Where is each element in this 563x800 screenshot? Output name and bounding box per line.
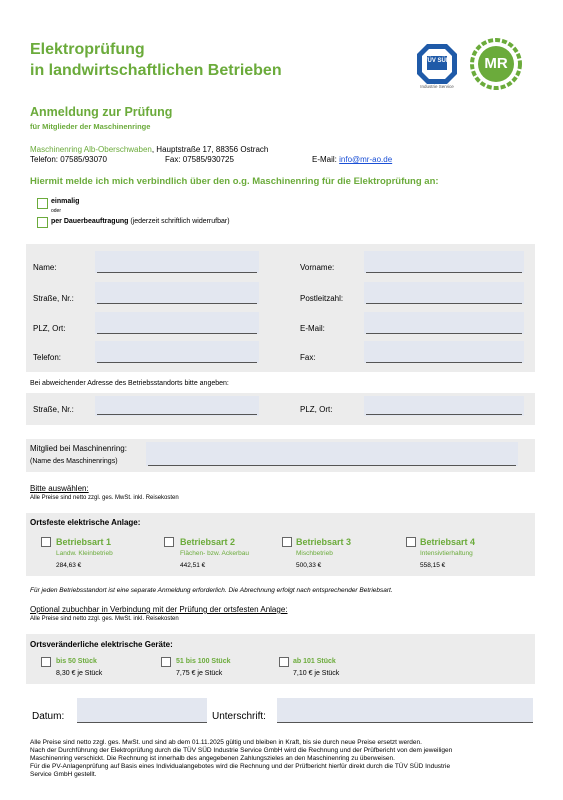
date-underline — [77, 722, 207, 723]
signature-field[interactable] — [277, 698, 533, 722]
betriebsart-3-checkbox[interactable] — [282, 537, 292, 547]
fax-field[interactable] — [364, 341, 524, 363]
alt-strasse-field[interactable] — [95, 396, 259, 416]
plz-ort-label: PLZ, Ort: — [33, 324, 66, 333]
betriebsart-1-title: Betriebsart 1 — [56, 537, 112, 547]
contact-fax: Fax: 07585/930725 — [165, 155, 234, 164]
footer-line-5: Service GmbH gestellt. — [30, 771, 97, 778]
mr-logo — [470, 38, 522, 90]
title-line-1: Elektroprüfung — [30, 41, 145, 58]
membership-field[interactable] — [146, 442, 518, 466]
footer-line-3: Maschinenring verschickt. Die Rechnung ist innerhalb des angegebenen Zahlungszieles an den Maschinenring zu überweisen. — [30, 755, 395, 762]
declaration: Hiermit melde ich mich verbindlich über den o.g. Maschinenring für die Elektroprüfung an: — [30, 176, 439, 187]
postleitzahl-label: Postleitzahl: — [300, 294, 344, 303]
betriebsart-1-desc: Landw. Kleinbetrieb — [56, 550, 113, 557]
membership-underline — [148, 465, 516, 466]
mobile-tier-2-price: 7,75 € je Stück — [176, 670, 223, 677]
postleitzahl-field[interactable] — [364, 282, 524, 304]
date-label: Datum: — [32, 711, 65, 722]
betriebsart-4-checkbox[interactable] — [406, 537, 416, 547]
betriebsart-4-desc: Intensivtierhaltung — [420, 550, 473, 557]
alt-plz-ort-underline — [366, 414, 522, 415]
footer-line-1: Alle Preise sind netto zzgl. ges. MwSt. und sind ab dem 01.11.2025 gültig und bleiben in Kraft, bis sie durch neue Preise ersetzt werden. — [30, 739, 422, 746]
option-permanent-note: (jederzeit schriftlich widerrufbar) — [128, 218, 230, 225]
contact-email-label: E-Mail: — [312, 155, 340, 164]
contact-address: , Hauptstraße 17, 88356 Ostrach — [151, 145, 269, 154]
option-permanent-checkbox[interactable] — [37, 217, 48, 228]
vorname-field[interactable] — [364, 251, 524, 273]
fax-label: Fax: — [300, 353, 316, 362]
betriebsart-4-price: 558,15 € — [420, 562, 446, 569]
email-field[interactable] — [364, 312, 524, 334]
vorname-underline — [366, 272, 522, 273]
betriebsart-1-checkbox[interactable] — [41, 537, 51, 547]
plz-ort-underline — [97, 333, 257, 334]
strasse-underline — [97, 303, 257, 304]
mobile-tier-1-title: bis 50 Stück — [56, 658, 97, 665]
membership-label: Mitglied bei Maschinenring: — [30, 444, 127, 453]
vorname-label: Vorname: — [300, 263, 335, 272]
postleitzahl-underline — [366, 303, 522, 304]
strasse-field[interactable] — [95, 282, 259, 304]
alt-strasse-label: Straße, Nr.: — [33, 405, 74, 414]
email-underline — [366, 333, 522, 334]
betriebsart-2-title: Betriebsart 2 — [180, 537, 236, 547]
option-once-checkbox[interactable] — [37, 198, 48, 209]
contact-email-link[interactable]: info@mr-ao.de — [339, 155, 393, 164]
select-price-note: Alle Preise sind netto zzgl. ges. MwSt. inkl. Reisekosten — [30, 495, 179, 501]
betriebsart-4-title: Betriebsart 4 — [420, 537, 476, 547]
strasse-label: Straße, Nr.: — [33, 294, 74, 303]
telefon-label: Telefon: — [33, 353, 62, 362]
tuv-logo-caption: Industrie Service — [420, 84, 454, 89]
membership-sublabel: (Name des Maschinenrings) — [30, 458, 118, 465]
betriebsart-2-checkbox[interactable] — [164, 537, 174, 547]
footer-notes — [30, 739, 535, 779]
mr-logo-text: MR — [484, 55, 508, 72]
mobile-tier-3-price: 7,10 € je Stück — [293, 670, 340, 677]
optional-price-note: Alle Preise sind netto zzgl. ges. MwSt. inkl. Reisekosten — [30, 616, 179, 622]
footer-line-4: Für die PV-Anlagenprüfung auf Basis eines Individualangebotes wird die Rechnung und der Prüfbericht hierfür direkt durch die TÜV SÜD Industrie — [30, 763, 451, 770]
alt-strasse-underline — [97, 414, 257, 415]
mobile-tier-1-checkbox[interactable] — [41, 657, 51, 667]
mobile-devices-heading: Ortsveränderliche elektrische Geräte: — [30, 640, 173, 649]
betriebsart-2-desc: Flächen- bzw. Ackerbau — [180, 550, 250, 557]
optional-heading: Optional zubuchbar in Verbindung mit der Prüfung der ortsfesten Anlage: — [30, 605, 288, 614]
plz-ort-field[interactable] — [95, 312, 259, 334]
betriebsart-3-title: Betriebsart 3 — [296, 537, 352, 547]
tuv-logo — [414, 41, 460, 87]
contact-email-line — [312, 155, 392, 164]
fixed-installation-heading: Ortsfeste elektrische Anlage: — [30, 518, 141, 527]
name-label: Name: — [33, 263, 57, 272]
betriebsart-3-price: 500,33 € — [296, 562, 322, 569]
betriebsart-3-desc: Mischbetrieb — [296, 550, 333, 557]
mobile-tier-3-title: ab 101 Stück — [293, 658, 336, 665]
date-field[interactable] — [77, 698, 207, 722]
title-line-2: in landwirtschaftlichen Betrieben — [30, 62, 282, 79]
email-label: E-Mail: — [300, 324, 325, 333]
mobile-tier-3-checkbox[interactable] — [279, 657, 289, 667]
option-once-label: einmalig — [51, 198, 80, 205]
alt-plz-ort-field[interactable] — [364, 396, 524, 416]
mobile-tier-1-price: 8,30 € je Stück — [56, 670, 103, 677]
fax-underline — [366, 362, 522, 363]
mobile-tier-2-checkbox[interactable] — [161, 657, 171, 667]
telefon-underline — [97, 362, 257, 363]
footer-line-2: Nach der Durchführung der Elektroprüfung durch die TÜV SÜD Industrie Service GmbH wird die Rechnung und der Prüfbericht von dem jeweiligen — [30, 747, 453, 754]
mobile-tier-2-title: 51 bis 100 Stück — [176, 658, 231, 665]
contact-org-name: Maschinenring Alb-Oberschwaben — [30, 145, 152, 154]
option-or-label: oder — [51, 208, 62, 214]
fixed-footnote: Für jeden Betriebsstandort ist eine separate Anmeldung erforderlich. Die Abrechnung erfolgt nach entsprechender Betriebsart. — [30, 587, 393, 594]
option-permanent-line — [51, 218, 230, 225]
betriebsart-2-price: 442,51 € — [180, 562, 206, 569]
signature-label: Unterschrift: — [212, 711, 266, 722]
signature-underline — [277, 722, 533, 723]
contact-phone: Telefon: 07585/93070 — [30, 155, 107, 164]
option-permanent-label: per Dauerbeauftragung — [51, 218, 129, 225]
betriebsart-1-price: 284,63 € — [56, 562, 82, 569]
tuv-logo-text: TÜV SÜD — [423, 58, 451, 64]
registration-subheading: für Mitglieder der Maschinenringe — [30, 122, 151, 131]
contact-address-line — [30, 145, 268, 154]
name-field[interactable] — [95, 251, 259, 273]
registration-heading: Anmeldung zur Prüfung — [30, 105, 173, 119]
alt-plz-ort-label: PLZ, Ort: — [300, 405, 333, 414]
alt-address-note: Bei abweichender Adresse des Betriebsstandorts bitte angeben: — [30, 380, 229, 387]
name-underline — [97, 272, 257, 273]
select-heading: Bitte auswählen: — [30, 484, 89, 493]
telefon-field[interactable] — [95, 341, 259, 363]
